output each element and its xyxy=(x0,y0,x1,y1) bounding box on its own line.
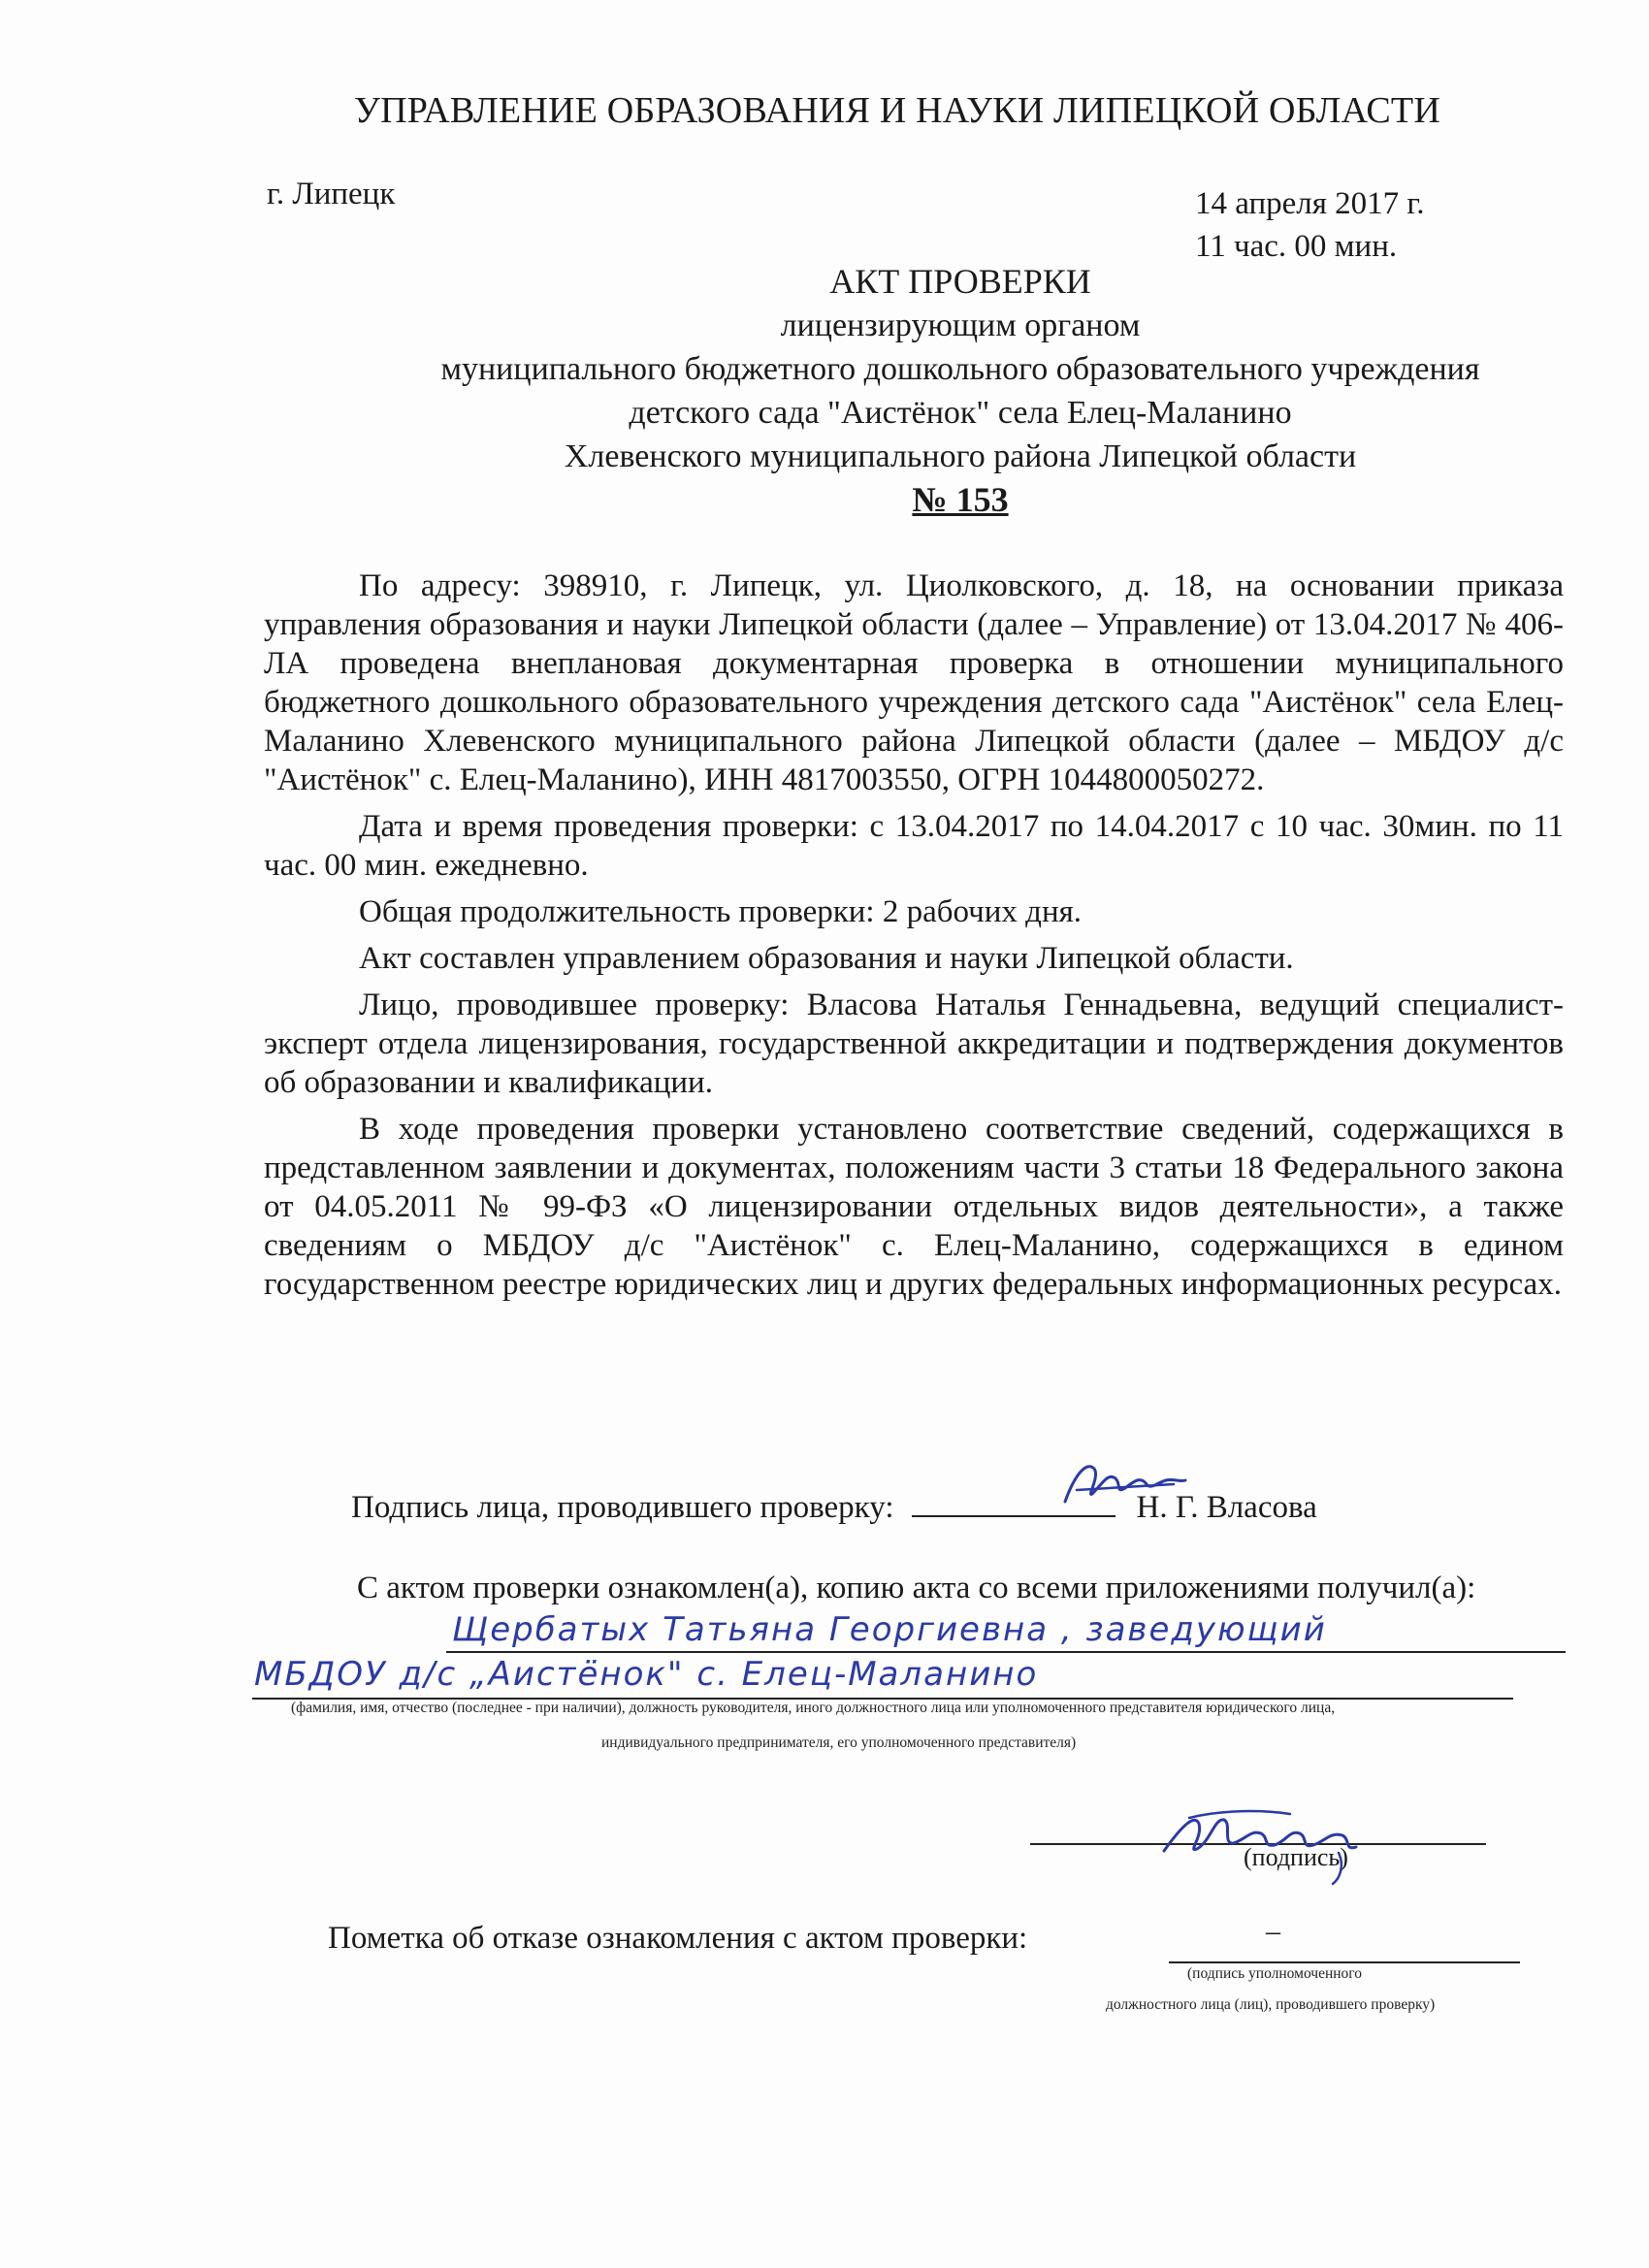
act-number: № 153 xyxy=(912,480,1009,519)
signature-name: Н. Г. Власова xyxy=(1136,1490,1317,1525)
act-title-block xyxy=(320,260,1600,522)
title-line-2: муниципального бюджетного дошкольного образовательного учреждения xyxy=(440,351,1480,387)
handwritten-underline-1 xyxy=(446,1651,1566,1653)
paragraph-dates: Дата и время проведения проверки: с 13.04.2017 по 14.04.2017 с 10 час. 30мин. по 11 час. 00 мин. ежедневно. xyxy=(264,809,1564,883)
handwritten-recipient-line-2: МБДОУ д/с „Аистёнок" с. Елец-Маланино xyxy=(254,1655,1039,1694)
refusal-dash: – xyxy=(1266,1915,1280,1947)
city: г. Липецк xyxy=(267,177,396,211)
handwritten-recipient-line-1: Щербатых Татьяна Георгиевна , заведующий xyxy=(452,1610,1327,1649)
refusal-caption-1: (подпись уполномоченного xyxy=(1187,1965,1363,1982)
document-date: 14 апреля 2017 г. xyxy=(1195,186,1425,221)
document-time: 11 час. 00 мин. xyxy=(1195,229,1398,264)
refusal-caption-2: должностного лица (лиц), проводившего проверку) xyxy=(1106,1996,1436,2013)
signature-label: Подпись лица, проводившего проверку: xyxy=(351,1490,894,1525)
date-time-block xyxy=(1195,182,1424,268)
recipient-caption-1: (фамилия, имя, отчество (последнее - при наличии), должность руководителя, иного должностного лица или уполномоченного представителя юридического лица, xyxy=(291,1700,1336,1716)
refusal-label: Пометка об отказе ознакомления с актом проверки: xyxy=(328,1921,1028,1956)
paragraph-inspector: Лицо, проводившее проверку: Власова Наталья Геннадьевна, ведущий специалист-эксперт отдела лицензирования, государственной аккредитации и подтверждения документов об образовании и квалификации. xyxy=(264,988,1564,1100)
title-line-4: Хлевенского муниципального района Липецкой области xyxy=(564,438,1357,474)
title-line-1: лицензирующим органом xyxy=(780,308,1141,343)
acknowledgement-text: С актом проверки ознакомлен(а), копию акта со всеми приложениями получил(а): xyxy=(357,1571,1476,1605)
paragraph-findings: В ходе проведения проверки установлено соответствие сведений, содержащихся в представленном заявлении и документах, положениям части 3 статьи 18 Федерального закона от 04.05.2011 № 99-ФЗ «О лицензировании отдельных видов деятельности», а также сведениям о МБДОУ д/с "Аистёнок" с. Елец-Маланино, содержащихся в едином государственном реестре юридических лиц и других федеральных информационных ресурсах. xyxy=(264,1112,1564,1302)
title-line-3: детского сада "Аистёнок" села Елец-Маланино xyxy=(629,395,1292,431)
org-header: УПРАВЛЕНИЕ ОБРАЗОВАНИЯ И НАУКИ ЛИПЕЦКОЙ ОБЛАСТИ xyxy=(354,90,1440,131)
paragraph-duration: Общая продолжительность проверки: 2 рабочих дня. xyxy=(359,894,1083,929)
inspector-signature-image xyxy=(1057,1455,1193,1513)
act-body xyxy=(264,567,1564,1312)
refusal-signature-line xyxy=(1169,1961,1520,1963)
paragraph-compiled-by: Акт составлен управлением образования и науки Липецкой области. xyxy=(359,941,1294,976)
paragraph-address: По адресу: 398910, г. Липецк, ул. Циолковского, д. 18, на основании приказа управления образования и науки Липецкой области (далее – Управление) от 13.04.2017 № 406-ЛА проведена внеплановая документарная проверка в отношении муниципального бюджетного дошкольного образовательного учреждения детского сада "Аистёнок" села Елец-Маланино Хлевенского муниципального района Липецкой области (далее – МБДОУ д/с "Аистёнок" с. Елец-Маланино), ИНН 4817003550, ОГРН 1044800050272. xyxy=(264,568,1564,797)
recipient-signature-caption: (подпись) xyxy=(1244,1843,1348,1871)
act-title: АКТ ПРОВЕРКИ xyxy=(829,262,1091,301)
recipient-caption-2: индивидуального предпринимателя, его уполномоченного представителя) xyxy=(601,1734,1077,1751)
